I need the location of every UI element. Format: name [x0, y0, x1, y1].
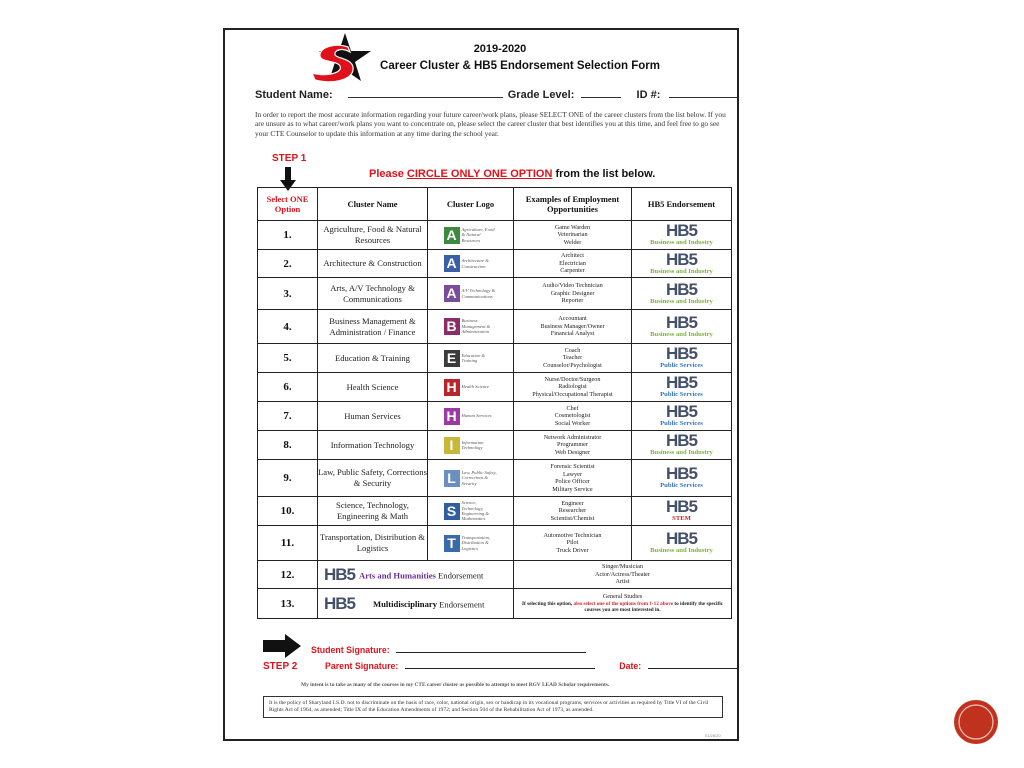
- example-line: Web Designer: [554, 448, 591, 456]
- step1-label: STEP 1: [272, 153, 307, 164]
- cluster-logo-letter: H: [444, 379, 460, 396]
- example-line: Chef: [566, 404, 579, 412]
- cluster-logo-letter: E: [444, 350, 460, 367]
- example-line: Financial Analyst: [550, 330, 595, 338]
- endorsement-label: Public Services: [660, 420, 703, 427]
- form-title: Career Cluster & HB5 Endorsement Selection Form: [380, 60, 660, 72]
- example-line: Nurse/Doctor/Surgeon: [544, 375, 601, 383]
- multidisciplinary-note: [514, 601, 731, 614]
- example-line: Network Administrator: [543, 433, 602, 441]
- cluster-name: Arts, A/V Technology & Communications: [318, 278, 428, 310]
- nondiscrimination-policy: It is the policy of Sharyland I.S.D. not to discriminate on the basis of race, color, national origin, sex or handicap in its vocational programs, services or activities as required by Title VI of the Civil Rights Act of 1964, as amended; Title IX of the Education Amendments of 1972; and Section 504 of the Rehabilitation Act of 1973, as amended.: [263, 696, 723, 718]
- table-row[interactable]: [258, 221, 732, 250]
- cluster-logo-letter: H: [444, 408, 460, 425]
- date-field[interactable]: [648, 659, 739, 669]
- example-line: General Studies: [602, 593, 643, 601]
- example-line: Carpenter: [560, 267, 585, 275]
- option-number[interactable]: 12.: [258, 561, 318, 589]
- arts-examples: [514, 561, 732, 589]
- example-line: Veterinarian: [557, 231, 588, 239]
- hb5-logo: HB5: [665, 279, 697, 299]
- example-line: Scientist/Chemist: [550, 514, 595, 522]
- circle-prefix: Please: [369, 168, 407, 180]
- cluster-logo-letter: A: [444, 227, 460, 244]
- table-row[interactable]: [258, 250, 732, 278]
- hb5-endorsement: [632, 221, 732, 250]
- employment-examples: [514, 460, 632, 497]
- employment-examples: [514, 497, 632, 526]
- document-id: 01/26/20: [705, 733, 721, 738]
- hb5-endorsement: [632, 431, 732, 460]
- cluster-logo-text: Human Services: [461, 413, 492, 419]
- option-number[interactable]: 9.: [258, 460, 318, 497]
- cluster-logo-text: A/V Technology & Communications: [461, 288, 496, 299]
- multidisciplinary-cell: [318, 589, 514, 619]
- cluster-logo: [428, 278, 514, 310]
- cluster-name: Education & Training: [318, 344, 428, 373]
- hb5-logo: HB5: [324, 564, 356, 584]
- cluster-logo-letter: I: [444, 437, 460, 454]
- cluster-name: Business Management & Administration / Finance: [318, 310, 428, 344]
- example-line: Social Worker: [554, 419, 591, 427]
- table-row[interactable]: [258, 431, 732, 460]
- example-line: Military Service: [552, 485, 593, 493]
- employment-examples: [514, 402, 632, 431]
- multidisciplinary-label: Multidisciplinary: [373, 598, 437, 609]
- cluster-logo-letter: A: [444, 285, 460, 302]
- example-line: Reporter: [561, 297, 584, 305]
- note-part-c: to identify the specific courses you are most interested in.: [584, 600, 723, 614]
- hb5-logo: HB5: [665, 464, 697, 483]
- grade-level-label: Grade Level:: [507, 89, 575, 101]
- hb5-endorsement: [632, 526, 732, 561]
- form-year: 2019-2020: [473, 43, 527, 55]
- cluster-name: Information Technology: [318, 431, 428, 460]
- cluster-logo-letter: B: [444, 318, 460, 335]
- employment-examples: [514, 344, 632, 373]
- table-row-12[interactable]: [258, 561, 732, 589]
- endorsement-label: Business and Industry: [650, 547, 713, 554]
- cluster-name: Transportation, Distribution & Logistics: [318, 526, 428, 561]
- employment-examples: [514, 250, 632, 278]
- employment-examples: [514, 310, 632, 344]
- cluster-name: Health Science: [318, 373, 428, 402]
- cluster-logo-text: Agriculture, Food & Natural Resources: [461, 226, 495, 243]
- hb5-endorsement: [632, 278, 732, 310]
- arts-humanities-label: Arts and Humanities: [359, 569, 436, 580]
- hb5-endorsement: [632, 497, 732, 526]
- student-signature-field[interactable]: [396, 643, 586, 653]
- grade-level-field[interactable]: [581, 87, 621, 98]
- parent-signature-field[interactable]: [405, 659, 595, 669]
- example-line: Engineer: [561, 499, 584, 507]
- option-number[interactable]: 6.: [258, 373, 318, 402]
- hb5-logo: HB5: [665, 344, 697, 363]
- hb5-logo: HB5: [665, 221, 697, 240]
- hb5-logo: HB5: [665, 249, 697, 269]
- header-logo: Cluster Logo: [428, 188, 514, 221]
- circle-emphasis: CIRCLE ONLY ONE OPTION: [406, 168, 553, 180]
- employment-examples: [514, 221, 632, 250]
- id-label: ID #:: [636, 89, 661, 101]
- header-select: Select ONE Option: [258, 188, 318, 221]
- date-label: Date:: [619, 661, 642, 671]
- endorsement-label: Public Services: [660, 362, 703, 369]
- example-line: Welder: [563, 238, 582, 246]
- table-row[interactable]: [258, 310, 732, 344]
- cluster-logo-text: Architecture & Construction: [461, 258, 489, 269]
- hb5-logo: HB5: [665, 402, 697, 421]
- endorsement-label: Public Services: [660, 391, 703, 398]
- circle-suffix: from the list below.: [552, 168, 656, 180]
- cluster-logo: [428, 250, 514, 278]
- intro-paragraph: In order to report the most accurate information regarding your future career/work plans, please SELECT ONE of the career clusters from the list below. If you are unsure as to what career/work plans you want to concentrate on, please select the career cluster that best identifies you at this time, and feel free to go see your CTE Counselor to update this information at any time during the school year.: [255, 110, 726, 138]
- cluster-name: Human Services: [318, 402, 428, 431]
- table-row[interactable]: [258, 460, 732, 497]
- option-number[interactable]: 3.: [258, 278, 318, 310]
- circle-instruction: [369, 168, 719, 180]
- employment-examples: [514, 278, 632, 310]
- parent-signature-row: [311, 659, 731, 675]
- table-row[interactable]: [258, 497, 732, 526]
- multidisciplinary-examples: [514, 589, 732, 619]
- example-line: Artist: [615, 578, 630, 586]
- note-part-a: If selecting this option,: [522, 600, 574, 607]
- hb5-endorsement: [632, 344, 732, 373]
- example-line: Business Manager/Owner: [540, 322, 605, 330]
- cluster-logo: [428, 460, 514, 497]
- endorsement-label: Business and Industry: [650, 449, 713, 456]
- table-row[interactable]: [258, 526, 732, 561]
- hb5-endorsement: [632, 373, 732, 402]
- hb5-endorsement: [632, 310, 732, 344]
- employment-examples: [514, 526, 632, 561]
- cluster-logo-text: Law, Public Safety, Corrections & Security: [461, 469, 497, 486]
- employment-examples: [514, 373, 632, 402]
- endorsement-label: STEM: [672, 515, 691, 522]
- hb5-endorsement: [632, 460, 732, 497]
- option-number[interactable]: 7.: [258, 402, 318, 431]
- table-row[interactable]: [258, 344, 732, 373]
- table-row-13[interactable]: [258, 589, 732, 619]
- document-page: [223, 28, 739, 741]
- cluster-logo-text: Transportation, Distribution & Logistics: [461, 534, 491, 551]
- cluster-logo: [428, 221, 514, 250]
- hb5-logo: HB5: [665, 497, 697, 516]
- hb5-logo: HB5: [665, 431, 697, 450]
- hb5-logo: HB5: [665, 373, 697, 392]
- example-line: Physical/Occupational Therapist: [532, 390, 613, 398]
- student-signature-row: [311, 643, 731, 659]
- example-line: Singer/Musician: [602, 563, 643, 571]
- cluster-logo-letter: L: [444, 470, 460, 487]
- cluster-logo-letter: A: [444, 255, 460, 272]
- parent-signature-label: Parent Signature:: [325, 661, 399, 671]
- student-name-field[interactable]: [348, 87, 503, 98]
- example-line: Programmer: [557, 441, 588, 449]
- cluster-logo: [428, 344, 514, 373]
- header-cluster: Cluster Name: [318, 188, 428, 221]
- signature-block: [311, 643, 731, 675]
- student-info-fields: [255, 87, 735, 101]
- student-name-label: Student Name:: [255, 89, 333, 101]
- example-line: Forensic Scientist: [550, 463, 595, 470]
- cluster-logo: [428, 373, 514, 402]
- example-line: Truck Driver: [556, 546, 589, 554]
- example-line: Coach: [564, 346, 581, 354]
- cluster-logo-text: Education & Training: [461, 352, 486, 363]
- endorsement-suffix: Endorsement: [435, 569, 484, 580]
- example-line: Game Warden: [554, 223, 591, 231]
- cluster-logo: [428, 526, 514, 561]
- cluster-logo: [428, 310, 514, 344]
- hb5-logo: HB5: [665, 312, 697, 332]
- option-number[interactable]: 1.: [258, 221, 318, 250]
- cluster-logo: [428, 431, 514, 460]
- example-line: Counselor/Psychologist: [543, 361, 602, 369]
- example-line: Actor/Actress/Theater: [595, 570, 650, 578]
- cluster-logo-text: Health Science: [461, 384, 490, 390]
- example-line: Teacher: [562, 354, 583, 362]
- option-number[interactable]: 13.: [258, 589, 318, 619]
- header-examples: Examples of Employment Opportunities: [514, 188, 632, 221]
- table-header-row: [258, 188, 732, 221]
- cluster-logo-letter: T: [444, 535, 460, 552]
- id-field[interactable]: [669, 87, 739, 98]
- example-line: Lawyer: [563, 470, 582, 478]
- right-arrow-icon: [263, 634, 301, 658]
- cluster-logo-text: Science, Technology, Engineering & Mathematics: [461, 500, 489, 522]
- example-line: Architect: [560, 252, 585, 260]
- table-row[interactable]: [258, 373, 732, 402]
- example-line: Cosmetologist: [554, 412, 591, 420]
- example-line: Graphic Designer: [550, 289, 595, 297]
- example-line: Pilot: [566, 539, 579, 547]
- cluster-name: Science, Technology, Engineering & Math: [318, 497, 428, 526]
- hb5-endorsement: [632, 250, 732, 278]
- step2-label: STEP 2: [263, 661, 298, 672]
- option-number[interactable]: 11.: [258, 526, 318, 561]
- cluster-logo-letter: S: [444, 503, 460, 520]
- option-number[interactable]: 8.: [258, 431, 318, 460]
- example-line: Audio/Video Technician: [542, 282, 603, 290]
- example-line: Researcher: [558, 507, 587, 515]
- endorsement-label: Public Services: [660, 482, 703, 489]
- endorsement-label: Business and Industry: [650, 239, 713, 246]
- student-signature-label: Student Signature:: [311, 645, 390, 655]
- cluster-name: Agriculture, Food & Natural Resources: [318, 221, 428, 250]
- option-number[interactable]: 2.: [258, 250, 318, 278]
- example-line: Police Officer: [555, 478, 590, 485]
- cluster-name: Architecture & Construction: [318, 250, 428, 278]
- endorsement-label: Business and Industry: [650, 297, 713, 305]
- endorsement-suffix: Endorsement: [437, 598, 485, 609]
- endorsement-label: Business and Industry: [650, 267, 713, 275]
- cluster-logo: [428, 402, 514, 431]
- option-number[interactable]: 10.: [258, 497, 318, 526]
- option-number[interactable]: 5.: [258, 344, 318, 373]
- option-number[interactable]: 4.: [258, 310, 318, 344]
- table-row[interactable]: [258, 278, 732, 310]
- intent-statement: My intent is to take as many of the courses in my CTE career cluster as possible to attempt to meet RGV LEAD Scholar requirements.: [301, 682, 610, 688]
- example-line: Accountant: [558, 315, 587, 323]
- example-line: Electrician: [559, 259, 586, 267]
- cluster-name: Law, Public Safety, Corrections & Security: [318, 460, 428, 497]
- hb5-logo: HB5: [324, 593, 356, 613]
- next-slide-button[interactable]: [953, 699, 999, 745]
- hb5-endorsement: [632, 402, 732, 431]
- cluster-table: [257, 187, 732, 619]
- endorsement-label: Business and Industry: [650, 330, 713, 338]
- cluster-logo-text: Business Management & Administration: [461, 318, 491, 335]
- example-line: Automotive Technician: [543, 531, 602, 539]
- cluster-logo: [428, 497, 514, 526]
- note-part-b: also select one of the options from 1-12 above: [573, 600, 674, 607]
- arts-humanities-cell: [318, 561, 514, 589]
- table-row[interactable]: [258, 402, 732, 431]
- cluster-logo-text: Information Technology: [461, 439, 484, 450]
- employment-examples: [514, 431, 632, 460]
- example-line: Radiologist: [558, 383, 587, 391]
- header-hb5: HB5 Endorsement: [632, 188, 732, 221]
- hb5-logo: HB5: [665, 529, 697, 548]
